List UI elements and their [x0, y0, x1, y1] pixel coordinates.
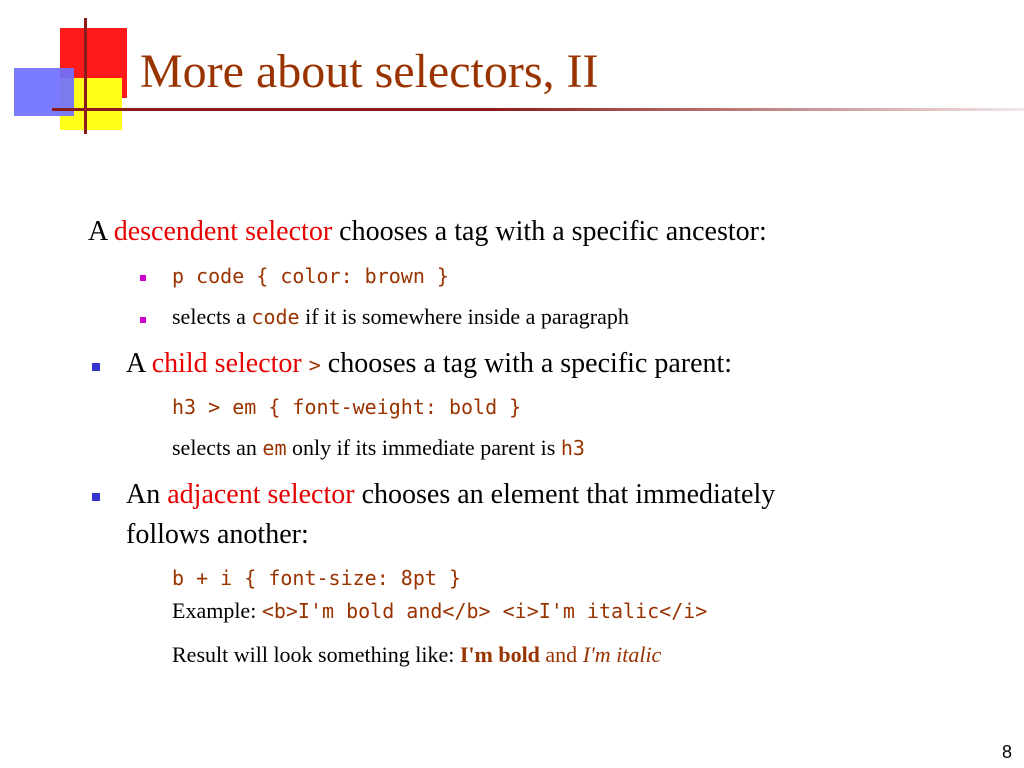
note-code: code	[251, 305, 300, 329]
adjacent-prefix: An	[126, 479, 161, 510]
result-italic: I'm italic	[582, 642, 662, 667]
adjacent-rest: chooses an element that immediately	[361, 479, 776, 510]
result-label: Result will look something like:	[172, 642, 455, 667]
child-code: h3 > em { font-weight: bold }	[172, 395, 522, 419]
intro-rest: chooses a tag with a specific ancestor:	[339, 216, 767, 247]
descendent-code: p code { color: brown }	[172, 264, 449, 288]
adjacent-code: b + i { font-size: 8pt }	[172, 566, 461, 590]
child-note-prefix: selects an	[172, 435, 257, 460]
adjacent-rest2: follows another:	[126, 519, 309, 550]
example-code: <b>I'm bold and</b> <i>I'm italic</i>	[261, 599, 708, 623]
adjacent-result	[172, 644, 661, 666]
child-example	[172, 396, 521, 418]
child-rest: chooses a tag with a specific parent:	[327, 348, 733, 379]
note-rest: if it is somewhere inside a paragraph	[305, 304, 629, 329]
child-note-middle: only if its immediate parent is	[292, 435, 556, 460]
vertical-rule-decoration	[84, 18, 87, 134]
child-selector-item	[126, 350, 732, 378]
descendent-example	[172, 265, 449, 287]
result-and: and	[545, 642, 578, 667]
descendent-term: descendent selector	[113, 216, 333, 247]
child-prefix: A	[126, 348, 145, 379]
adjacent-example	[172, 567, 461, 589]
descendent-intro	[88, 218, 767, 246]
example-label: Example:	[172, 598, 257, 623]
child-note-code: em	[262, 436, 287, 460]
adjacent-example-line	[172, 600, 707, 622]
result-bold: I'm bold	[459, 642, 540, 667]
adjacent-selector-item	[126, 481, 775, 509]
bullet-icon	[92, 493, 100, 501]
child-term: child selector	[151, 348, 302, 379]
child-symbol: >	[308, 353, 321, 377]
descendent-note	[172, 306, 629, 328]
child-note	[172, 437, 585, 459]
adjacent-term: adjacent selector	[167, 479, 355, 510]
slide-title: More about selectors, II	[140, 45, 599, 98]
page-number: 8	[1001, 742, 1012, 762]
title-underline-rule	[52, 108, 1024, 111]
bullet-icon	[140, 275, 146, 281]
bullet-icon	[140, 317, 146, 323]
adjacent-continuation	[126, 521, 309, 549]
note-prefix: selects a	[172, 304, 246, 329]
child-note-code2: h3	[560, 436, 585, 460]
bullet-icon	[92, 363, 100, 371]
intro-prefix: A	[88, 216, 107, 247]
